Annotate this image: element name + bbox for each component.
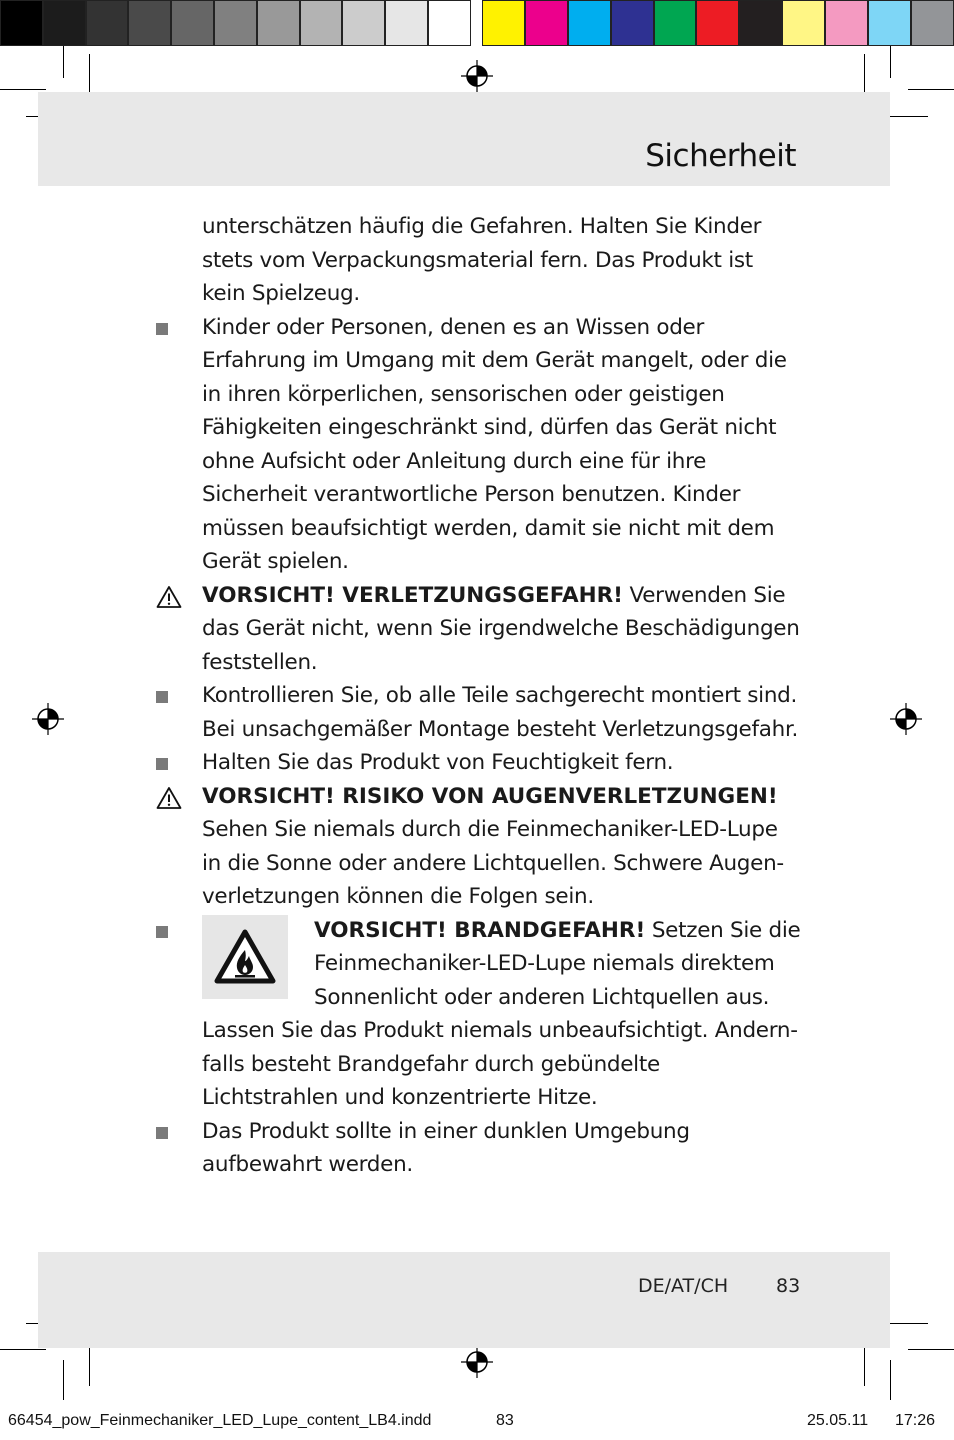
color-swatch: [825, 0, 868, 46]
color-swatch: [214, 0, 257, 46]
bullet-icon: [156, 691, 168, 703]
color-swatch: [739, 0, 782, 46]
page-number: 83: [776, 1275, 801, 1297]
color-swatch: [385, 0, 428, 46]
slug-date: 25.05.11: [807, 1412, 869, 1429]
warning-text: Sehen Sie niemals durch die Feinmechaniker-LED-Lupe in die Sonne oder andere Lichtquellen. Schwere Augen-verletzungen können die Folgen sein.: [202, 817, 784, 909]
color-swatch: [696, 0, 739, 46]
color-swatch: [43, 0, 86, 46]
safety-content: [202, 210, 802, 1182]
list-item-text: Halten Sie das Produkt von Feuchtigkeit fern.: [202, 750, 674, 775]
registration-mark-icon: [461, 60, 493, 92]
color-swatch: [300, 0, 343, 46]
footer-language: DE/AT/CH: [638, 1275, 729, 1297]
color-swatch: [782, 0, 825, 46]
fire-warning-text: [314, 914, 802, 1015]
crop-mark: [63, 1360, 64, 1400]
color-swatch: [428, 0, 471, 46]
crop-mark: [890, 46, 891, 78]
crop-mark: [908, 89, 954, 90]
bullet-icon: [156, 323, 168, 335]
color-swatch: [911, 0, 954, 46]
registration-mark-icon: [32, 703, 64, 735]
bullet-icon: [156, 926, 168, 938]
warning-triangle-icon: [156, 585, 182, 609]
warning-item: [202, 780, 802, 914]
warning-triangle-icon: [156, 786, 182, 810]
page-title: Sicherheit: [645, 138, 796, 174]
process-color-bar: [482, 0, 954, 46]
slug-time: 17:26: [895, 1412, 936, 1429]
warning-text: Verwenden Sie das Gerät nicht, wenn Sie irgendwelche Beschädigungen feststellen.: [202, 582, 800, 675]
bullet-icon: [156, 758, 168, 770]
list-item-text: Kontrollieren Sie, ob alle Teile sachgerecht montiert sind. Bei unsachgemäßer Montage besteht Verletzungsgefahr.: [202, 683, 799, 742]
fire-warning-continued: Lassen Sie das Produkt niemals unbeaufsichtigt. Andern-falls besteht Brandgefahr durch gebündelte Lichtstrahlen und konzentrierte Hitze.: [202, 1018, 798, 1110]
color-swatch: [128, 0, 171, 46]
footer-band: [38, 1252, 890, 1348]
warning-text: Setzen Sie die Feinmechaniker-LED-Lupe niemals direktem Sonnenlicht oder anderen Lichtquellen aus.: [314, 917, 801, 1010]
list-item: [202, 746, 802, 780]
crop-mark: [0, 1349, 46, 1350]
color-swatch: [482, 0, 525, 46]
color-swatch: [868, 0, 911, 46]
bullet-icon: [156, 1127, 168, 1139]
paragraph: unterschätzen häufig die Gefahren. Halten Sie Kinder stets vom Verpackungsmaterial fern. Das Produkt ist kein Spielzeug.: [202, 214, 762, 306]
grayscale-color-bar: [0, 0, 471, 46]
list-item: [202, 679, 802, 746]
color-swatch: [611, 0, 654, 46]
color-swatch: [0, 0, 43, 46]
fire-hazard-icon: [202, 915, 288, 999]
color-swatch: [86, 0, 129, 46]
warning-heading: VORSICHT! RISIKO VON AUGENVERLETZUNGEN!: [202, 783, 778, 809]
warning-item: [202, 579, 802, 680]
list-item-text: Das Produkt sollte in einer dunklen Umgebung aufbewahrt werden.: [202, 1118, 690, 1177]
slug-page: 83: [496, 1412, 514, 1429]
color-swatch: [568, 0, 611, 46]
slug-filename: 66454_pow_Feinmechaniker_LED_Lupe_content_LB4.indd: [8, 1412, 432, 1429]
crop-mark: [63, 46, 64, 78]
list-item-text: Kinder oder Personen, denen es an Wissen oder Erfahrung im Umgang mit dem Gerät mangelt, oder die in ihren körperlichen, sensorischen oder geistigen Fähigkeiten eingeschränkt sind, dürfen das Gerät nicht ohne Aufsicht oder Anleitung durch eine für ihre Sicherheit verantwortliche Person benutzen. Kinder müssen beaufsichtigt werden, damit sie nicht mit dem Gerät spielen.: [202, 314, 787, 574]
color-swatch: [171, 0, 214, 46]
color-swatch: [654, 0, 697, 46]
list-item: [202, 311, 802, 579]
warning-heading: VORSICHT! BRANDGEFAHR!: [314, 917, 646, 943]
color-swatch: [342, 0, 385, 46]
crop-mark: [0, 89, 46, 90]
color-swatch: [257, 0, 300, 46]
warning-heading: VORSICHT! VERLETZUNGSGEFAHR!: [202, 582, 623, 608]
registration-mark-icon: [890, 703, 922, 735]
fire-warning-item: [202, 914, 802, 1115]
crop-mark: [908, 1349, 954, 1350]
crop-mark: [890, 1360, 891, 1400]
color-swatch: [525, 0, 568, 46]
list-item: [202, 1115, 802, 1182]
registration-mark-icon: [461, 1346, 493, 1378]
